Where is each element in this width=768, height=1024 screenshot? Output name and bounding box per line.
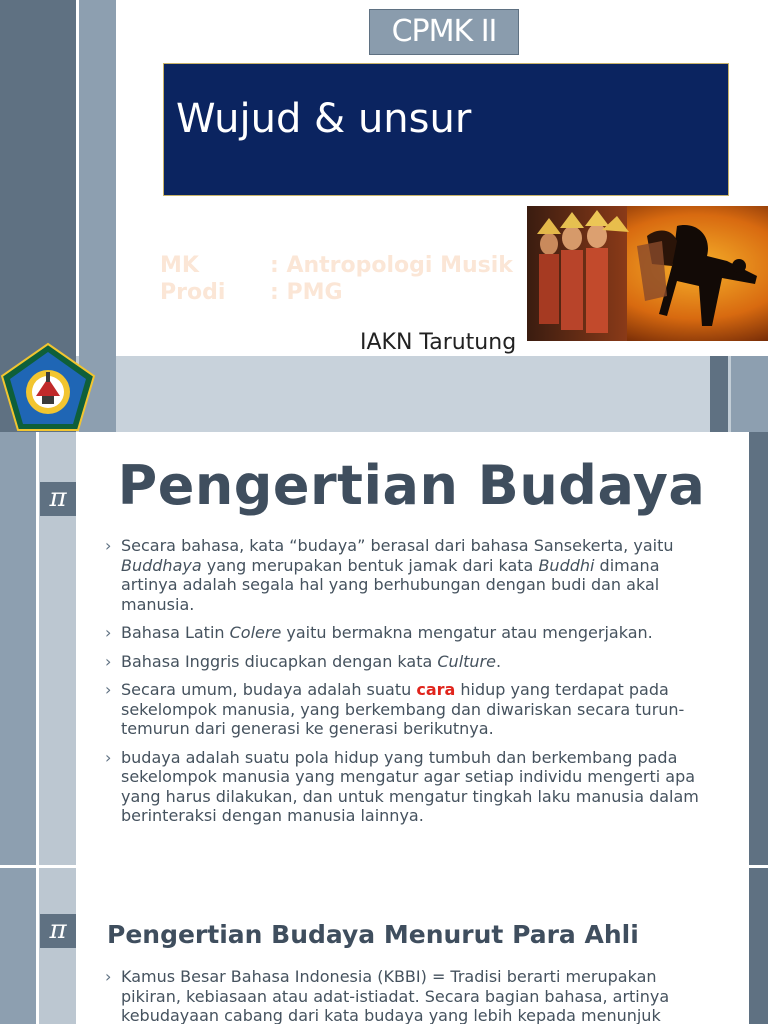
pi-icon: π [40, 914, 76, 948]
list-item: › Bahasa Latin Colere yaitu bermakna mengatur atau mengerjakan. [105, 623, 705, 643]
dancers-and-wayang-photo [527, 206, 768, 341]
section-title: Pengertian Budaya Menurut Para Ahli [107, 920, 639, 949]
right-accent-bar [749, 868, 768, 1024]
left-accent-bar-dark [0, 432, 36, 865]
mk-label: MK [160, 253, 199, 278]
highlight-word: cara [416, 680, 456, 699]
cpmk-badge: CPMK II [369, 9, 519, 55]
list-item: › Kamus Besar Bahasa Indonesia (KBBI) = Tradisi berarti merupakan pikiran, kebiasaan atau adat-istiadat. Secara bagian bahasa, artinya kebudayaan cabang dari kata budaya yang lebih kepada menunjuk [105, 967, 705, 1024]
slide-title-box [163, 63, 729, 252]
list-item: › Secara bahasa, kata “budaya” berasal dari bahasa Sansekerta, yaitu Buddhaya yang merupakan bentuk jamak dari kata Buddhi dimana artinya adalah segala hal yang berhubungan dengan budi dan akal manusia. [105, 536, 705, 614]
list-item: › Secara umum, budaya adalah suatu cara hidup yang terdapat pada sekelompok manusia, yang berkembang dan diwariskan secara turun-temurun dari generasi ke generasi berikutnya. [105, 680, 705, 739]
section-title: Pengertian Budaya [117, 454, 706, 517]
institution-name: IAKN Tarutung [360, 330, 517, 355]
left-accent-bar-dark [0, 868, 36, 1024]
prodi-value: : PMG [270, 280, 343, 305]
definition-list [105, 967, 705, 1024]
iakn-tarutung-logo [0, 342, 100, 432]
pengertian-budaya-slide [0, 432, 768, 865]
list-item: › Bahasa Inggris diucapkan dengan kata Culture. [105, 652, 705, 672]
pi-icon: π [40, 482, 76, 516]
list-item: › budaya adalah suatu pola hidup yang tumbuh dan berkembang pada sekelompok manusia yang mengatur agar setiap individu mengerti apa yang harus dilakukan, dan untuk mengatur tingkah laku manusia dalam berinteraksi dengan manusia lainnya. [105, 748, 705, 826]
right-accent-bar [749, 432, 768, 865]
prodi-label: Prodi [160, 280, 226, 305]
left-accent-bar-light [76, 0, 116, 356]
mk-value: : Antropologi Musik [270, 253, 513, 278]
slide-title: Wujud & unsur kebudayaan [176, 96, 472, 252]
left-accent-bar-dark [0, 0, 76, 356]
definition-list [105, 536, 705, 835]
title-slide [0, 0, 768, 432]
pengertian-ahli-slide [0, 865, 768, 1024]
